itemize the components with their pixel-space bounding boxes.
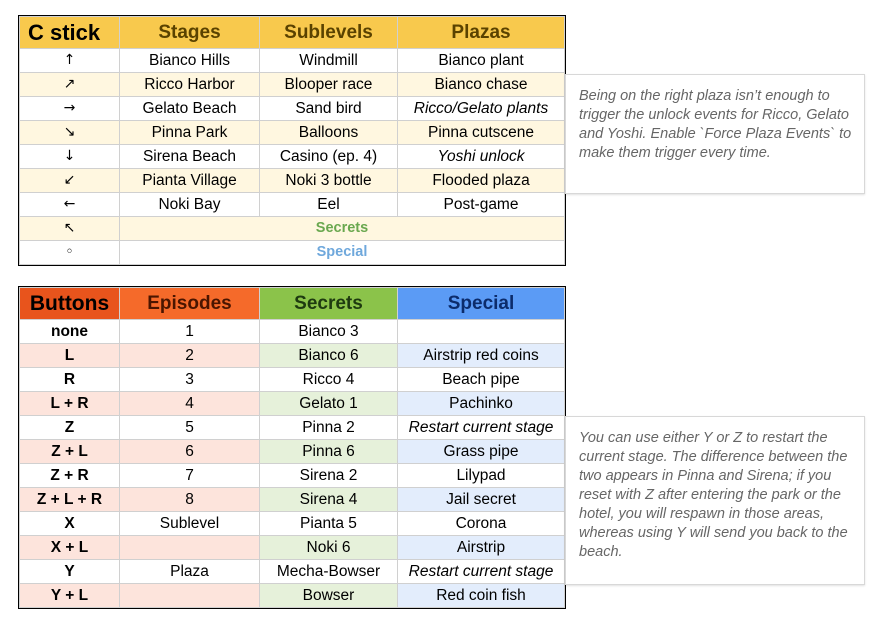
table-row (20, 416, 565, 440)
buttons-header-row (20, 288, 565, 320)
stage-cell: Gelato Beach (120, 97, 260, 121)
table-row (20, 368, 565, 392)
special-cell: Jail secret (398, 488, 565, 512)
stage-cell: Noki Bay (120, 193, 260, 217)
button-combo-cell: X (20, 512, 120, 536)
episode-cell: 6 (120, 440, 260, 464)
table-row (20, 512, 565, 536)
button-combo-cell: R (20, 368, 120, 392)
buttons-header: Buttons (20, 288, 120, 320)
episode-cell: Sublevel (120, 512, 260, 536)
secret-cell: Pianta 5 (260, 512, 398, 536)
buttons-table (19, 287, 565, 608)
episode-cell (120, 536, 260, 560)
stage-cell: Pinna Park (120, 121, 260, 145)
button-combo-cell: none (20, 320, 120, 344)
sublevel-cell: Windmill (260, 49, 398, 73)
table-row (20, 145, 565, 169)
sublevel-cell: Balloons (260, 121, 398, 145)
sublevel-cell: Blooper race (260, 73, 398, 97)
secret-cell: Bianco 6 (260, 344, 398, 368)
arrow-right-icon: → (20, 97, 120, 121)
secret-cell: Pinna 2 (260, 416, 398, 440)
special-label: Special (120, 241, 565, 265)
arrow-down-icon: ↓ (20, 145, 120, 169)
table-row (20, 536, 565, 560)
sublevel-cell: Casino (ep. 4) (260, 145, 398, 169)
special-cell: Grass pipe (398, 440, 565, 464)
table-row (20, 560, 565, 584)
secret-cell: Gelato 1 (260, 392, 398, 416)
sublevel-cell: Sand bird (260, 97, 398, 121)
stage-cell: Bianco Hills (120, 49, 260, 73)
button-combo-cell: Z + L + R (20, 488, 120, 512)
secret-cell: Bianco 3 (260, 320, 398, 344)
arrow-left-icon: ← (20, 193, 120, 217)
special-cell (398, 320, 565, 344)
special-cell: Restart current stage (398, 416, 565, 440)
episode-cell: 1 (120, 320, 260, 344)
table-row (20, 464, 565, 488)
button-combo-cell: Z (20, 416, 120, 440)
plaza-cell: Pinna cutscene (398, 121, 565, 145)
cstick-table (19, 16, 565, 265)
plaza-note: Being on the right plaza isn’t enough to trigger the unlock events for Ricco, Gelato and Yoshi. Enable `Force Plaza Events` to make them trigger every time. (565, 74, 865, 194)
plaza-cell: Bianco plant (398, 49, 565, 73)
episode-cell: Plaza (120, 560, 260, 584)
special-cell: Red coin fish (398, 584, 565, 608)
stage-cell: Sirena Beach (120, 145, 260, 169)
button-combo-cell: Z + R (20, 464, 120, 488)
sublevel-cell: Eel (260, 193, 398, 217)
table-row (20, 320, 565, 344)
secret-cell: Bowser (260, 584, 398, 608)
plaza-cell: Yoshi unlock (398, 145, 565, 169)
button-combo-cell: L + R (20, 392, 120, 416)
table-row (20, 121, 565, 145)
table-row (20, 392, 565, 416)
secrets-header: Secrets (260, 288, 398, 320)
special-header: Special (398, 288, 565, 320)
episode-cell: 8 (120, 488, 260, 512)
secret-cell: Noki 6 (260, 536, 398, 560)
secret-cell: Mecha-Bowser (260, 560, 398, 584)
episode-cell: 5 (120, 416, 260, 440)
arrow-up-left-icon: ↖ (20, 217, 120, 241)
special-cell: Beach pipe (398, 368, 565, 392)
secret-cell: Sirena 2 (260, 464, 398, 488)
special-cell: Corona (398, 512, 565, 536)
secret-cell: Pinna 6 (260, 440, 398, 464)
special-cell: Pachinko (398, 392, 565, 416)
button-combo-cell: Y (20, 560, 120, 584)
episode-cell (120, 584, 260, 608)
special-cell: Airstrip red coins (398, 344, 565, 368)
cstick-header: C stick (20, 17, 120, 49)
button-combo-cell: X + L (20, 536, 120, 560)
plaza-cell: Ricco/Gelato plants (398, 97, 565, 121)
arrow-up-icon: ↑ (20, 49, 120, 73)
special-cell: Restart current stage (398, 560, 565, 584)
table-row (20, 488, 565, 512)
special-row (20, 241, 565, 265)
table-row (20, 584, 565, 608)
secret-cell: Ricco 4 (260, 368, 398, 392)
table-row (20, 344, 565, 368)
restart-note: You can use either Y or Z to restart the current stage. The difference between the two appears in Pinna and Sirena; if you reset with Z after entering the park or the hotel, you will respawn in those areas, whereas using Y will send you back to the beach. (565, 416, 865, 585)
cstick-header-row (20, 17, 565, 49)
secret-cell: Sirena 4 (260, 488, 398, 512)
table-row (20, 169, 565, 193)
table-row (20, 440, 565, 464)
stage-cell: Pianta Village (120, 169, 260, 193)
table-row (20, 97, 565, 121)
button-combo-cell: Z + L (20, 440, 120, 464)
special-cell: Lilypad (398, 464, 565, 488)
arrow-up-right-icon: ↗ (20, 73, 120, 97)
secrets-row (20, 217, 565, 241)
sublevels-header: Sublevels (260, 17, 398, 49)
table-row (20, 49, 565, 73)
secrets-label: Secrets (120, 217, 565, 241)
neutral-circle-icon: ◦ (20, 241, 120, 265)
table-row (20, 193, 565, 217)
button-combo-cell: L (20, 344, 120, 368)
button-combo-cell: Y + L (20, 584, 120, 608)
special-cell: Airstrip (398, 536, 565, 560)
episode-cell: 3 (120, 368, 260, 392)
episode-cell: 4 (120, 392, 260, 416)
plaza-cell: Post-game (398, 193, 565, 217)
stages-header: Stages (120, 17, 260, 49)
arrow-down-left-icon: ↙ (20, 169, 120, 193)
plaza-cell: Flooded plaza (398, 169, 565, 193)
episodes-header: Episodes (120, 288, 260, 320)
sublevel-cell: Noki 3 bottle (260, 169, 398, 193)
episode-cell: 7 (120, 464, 260, 488)
stage-cell: Ricco Harbor (120, 73, 260, 97)
plaza-cell: Bianco chase (398, 73, 565, 97)
table-row (20, 73, 565, 97)
arrow-down-right-icon: ↘ (20, 121, 120, 145)
episode-cell: 2 (120, 344, 260, 368)
plazas-header: Plazas (398, 17, 565, 49)
